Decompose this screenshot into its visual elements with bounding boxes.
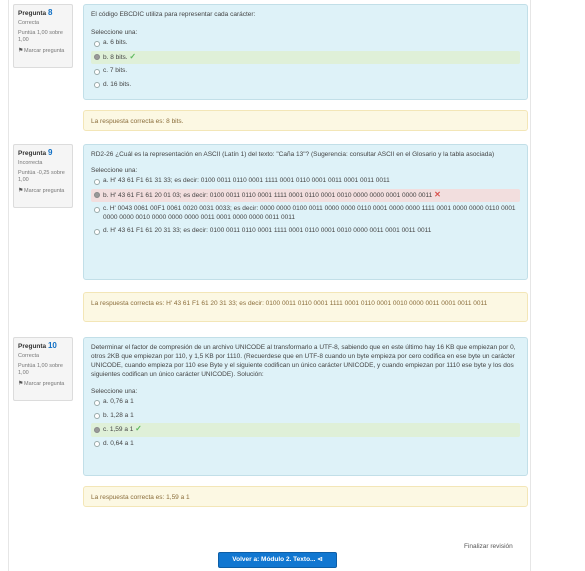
flag-question-link[interactable]: ⚑Marcar pregunta [18, 188, 65, 194]
option-b[interactable]: b. H' 43 61 F1 61 20 01 03; es decir: 0100 0011 0110 0001 1111 0001 0110 0001 0010 0000 0000 0001 0000 0011 ✕ [91, 189, 520, 203]
option-b[interactable]: b. 1,28 a 1 [91, 410, 520, 423]
radio-button[interactable] [94, 441, 100, 447]
option-b[interactable]: b. 8 bits. ✓ [91, 51, 520, 65]
question-label: Pregunta [18, 343, 47, 350]
check-icon: ✓ [129, 51, 137, 61]
select-prompt: Seleccione una: [91, 388, 138, 395]
option-c[interactable]: c. 1,59 a 1 ✓ [91, 423, 520, 437]
question-state: Correcta [18, 20, 40, 26]
question-formulation [83, 4, 528, 100]
finish-review-link[interactable]: Finalizar revisión [464, 543, 513, 550]
radio-button[interactable] [94, 207, 100, 213]
question-info [13, 337, 73, 401]
cross-icon: ✕ [434, 189, 441, 199]
option-a[interactable]: a. 6 bits. [91, 37, 520, 50]
radio-button[interactable] [94, 82, 100, 88]
radio-button[interactable] [94, 179, 100, 185]
radio-button[interactable] [94, 54, 100, 60]
radio-button[interactable] [94, 427, 100, 433]
question-state: Correcta [18, 353, 40, 359]
flag-icon: ⚑ [18, 48, 24, 54]
question-formulation [83, 337, 528, 476]
question-grade: Puntúa 1,00 sobre 1,00 [18, 30, 63, 43]
option-a[interactable]: a. 0,76 a 1 [91, 396, 520, 409]
option-d[interactable]: d. H' 43 61 F1 61 20 31 33; es decir: 0100 0011 0110 0001 1111 0001 0110 0001 0010 0000 0011 0001 0011 0011 [91, 225, 520, 238]
correct-answer-feedback: La respuesta correcta es: 1,59 a 1 [83, 486, 528, 507]
radio-button[interactable] [94, 69, 100, 75]
flag-icon: ⚑ [18, 188, 24, 194]
correct-answer-feedback: La respuesta correcta es: 8 bits. [83, 110, 528, 131]
flag-question-link[interactable]: ⚑Marcar pregunta [18, 48, 65, 54]
select-prompt: Seleccione una: [91, 29, 138, 36]
question-formulation [83, 144, 528, 280]
check-icon: ✓ [135, 424, 142, 433]
question-label: Pregunta [18, 150, 47, 157]
question-number: 9 [47, 148, 53, 157]
option-d[interactable]: d. 0,64 a 1 [91, 438, 520, 451]
question-grade: Puntúa 1,00 sobre 1,00 [18, 363, 63, 376]
question-label: Pregunta [18, 10, 47, 17]
radio-button[interactable] [94, 413, 100, 419]
question-number: 8 [47, 8, 53, 17]
question-text: El código EBCDIC utiliza para representar cada carácter: [91, 11, 256, 18]
option-c[interactable]: c. H' 0043 0061 00F1 0061 0020 0031 0033; es decir: 0000 0000 0100 0011 0000 0000 0110 0001 0000 0000 1111 0001 0000 0000 0110 0001 0000 0000 0010 0000 0000 0000 0011 0001 0000 0000 0011 0011 [91, 203, 520, 224]
radio-button[interactable] [94, 41, 100, 47]
quiz-review-page [8, 0, 531, 571]
flag-question-link[interactable]: ⚑Marcar pregunta [18, 381, 65, 387]
question-info [13, 144, 73, 208]
question-text: RD2-26 ¿Cuál es la representación en ASCII (Latín 1) del texto: "Caña 13"? (Sugerencia: consultar ASCII en el Glosario y la tabla asociada) [91, 151, 495, 158]
question-number: 10 [47, 341, 57, 350]
question-info [13, 4, 73, 68]
radio-button[interactable] [94, 192, 100, 198]
question-state: Incorrecta [18, 160, 43, 166]
back-to-module-button[interactable]: Volver a: Módulo 2. Texto... ⊲ [218, 552, 337, 568]
option-d[interactable]: d. 16 bits. [91, 79, 520, 92]
option-a[interactable]: a. H' 43 61 F1 61 31 33; es decir: 0100 0011 0110 0001 1111 0001 0110 0001 0011 0001 0011 0011 [91, 175, 520, 188]
question-grade: Puntúa -0,25 sobre 1,00 [18, 170, 65, 183]
question-text: Determinar el factor de compresión de un archivo UNICODE al transformarlo a UTF-8, sabiendo que en este último hay 16 KB que empiezan por 0, otros 2KB que empiezan por 110, y 1,5 KB por 1110. (Recuerdese que en UTF-8 cuando un byte empieza por cero codifica en ese byte un carácter UNICODE, cuando empieza por 110 ese Byte y el siguiente codifican un único carácter UNICODE, y cuando empiezan por 1110 ese byte y los dos siguientes codifican un único carácter UNICODE). Solución: [91, 344, 516, 378]
radio-button[interactable] [94, 400, 100, 406]
option-c[interactable]: c. 7 bits. [91, 65, 520, 78]
radio-button[interactable] [94, 229, 100, 235]
flag-icon: ⚑ [18, 381, 24, 387]
select-prompt: Seleccione una: [91, 167, 138, 174]
correct-answer-feedback: La respuesta correcta es: H' 43 61 F1 61 20 31 33; es decir: 0100 0011 0110 0001 1111 0001 0110 0001 0010 0000 0011 0001 0011 0011 [83, 292, 528, 322]
